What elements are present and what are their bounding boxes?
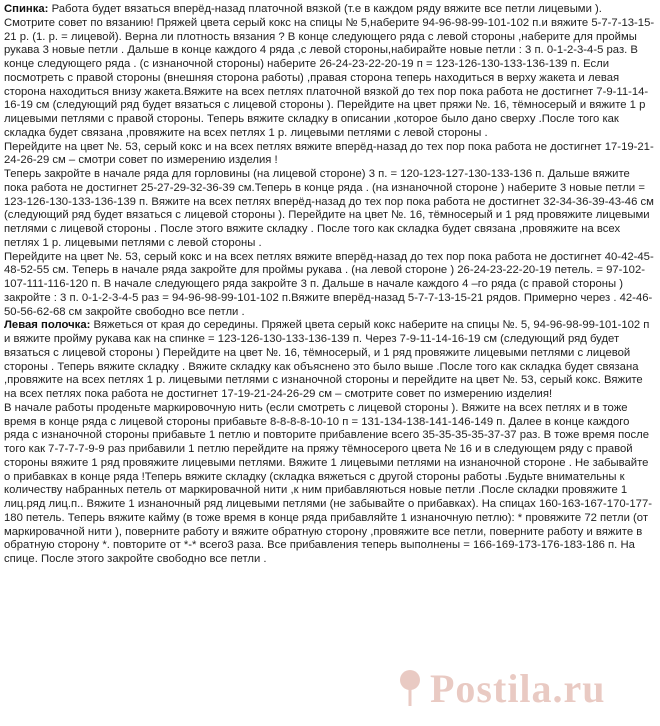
paragraph — [4, 168, 656, 251]
paragraph — [4, 402, 656, 567]
paragraph-text: Перейдите на цвет №. 53, серый кокс и на всех петлях вяжите вперёд-назад до тех пор пока работа не достигнет 17-19-21-24-26-29 см – смотри совет по измерению изделия ! — [4, 140, 654, 167]
paragraph-text: Перейдите на цвет №. 53, серый кокс и на всех петлях вяжите вперёд-назад до тех пор пока работа не достигнет 40-42-45-48-52-55 см. Теперь в начале ряда закройте для проймы рукава . (на левой стороне ) 26-24-23-22-20-19 петель. = 97-102-107-111-116-120 п. В начале следующего ряда закройте 3 п. Дальше в начале каждого 4 –го ряда (с правой стороны ) закройте : 3 п. 0-1-2-3-4-5 раз = 94-96-98-99-101-102 п.Вяжите вперёд-назад 5-7-7-13-15-21 рядов. Примерно через . 42-46-50-56-62-68 см закройте свободно все петли . — [4, 250, 654, 318]
paragraph-text: В начале работы проденьте маркировочную нить (если смотреть с лицевой стороны ). Вяжите на всех петлях и в тоже время в конце ряда с лицевой стороны прибавьте 8-8-8-8-10-10 п = 131-134-138-141-146-149 п. Далее в конце каждого ряда с изнаночной стороны прибавьте 1 петлю и повторите прибавление всего 35-35-35-35-37-37 раз. В тоже время после того как 7-7-7-7-9-9 раз прибавили 1 петлю перейдите на пряжу тёмносерого цвета № 16 и в следующем ряду с правой стороны вяжите 1 ряд провяжите лицевыми петлями. Вяжите 1 лицевыми петлями на изнаночной стороне . Не забывайте о прибавках в конце ряда !Теперь вяжите складку (складка вяжеться с другой стороны работы .Будьте внимательны к количеству набранных петель от маркировачной нити ,к ним прибавляються новые петли .После складки провяжите 1 лиц.ряд лиц.п.. Вяжите 1 изнаночный ряд лицевыми петлями (не забывайте о прибавках). На спицах 160-163-167-170-177-180 петель. Теперь вяжите кайму (в тоже время в конце ряда прибавляйте 1 изнаночную петлю): * провяжите 72 петли (от маркировачной нити ), поверните работу и вяжите обратную сторону ,провяжите все петли, поверните работу и вяжите в обратную сторону *. повторите от *-* всего3 раза. Все прибавления теперь выполнены = 166-169-173-176-183-186 п. На спице. После этого закройте свободно все петли . — [4, 401, 653, 565]
paragraph-text: Теперь закройте в начале ряда для горловины (на лицевой стороне) 3 п. = 120-123-127-130-133-136 п. Дальше вяжите пока работа не достигнет 25-27-29-32-36-39 см.Теперь в конце ряда . (на изнаночной стороне ) наберите 3 новые петли = 123-126-130-133-136-139 п. Вяжите на всех петлях вперёд-назад до тех пор пока работа не достигнет 32-34-36-39-43-46 см (следующий ряд будет вязаться с лицевой стороны ). Перейдите на цвет №. 16, тёмносерый и 1 ряд провяжите лицевыми петлями с лицевой стороны . После этого вяжите складку . После того как складка будет связана ,провяжите на всех петлях 1 р. лицевыми петлями с левой стороны . — [4, 168, 654, 249]
section-heading-left-front: Левая полочка: — [4, 319, 91, 332]
watermark — [396, 658, 646, 718]
paragraph-text: Вяжеться от края до середины. Пряжей цвета серый кокс наберите на спицы №. 5, 94-96-98-99-101-102 п и вяжите пройму рукава как на спинке = 123-126-130-133-136-139 п. Через 7-9-11-14-16-19 см (следующий ряд будет вязаться с лицевой стороны ) Перейдите на цвет №. 16, тёмносерый, и 1 ряд провяжите лицевыми петлями с лицевой стороны . Теперь вяжите складку . Вяжите складку как объяснено это было выше .После того как складка будет связана ,провяжите на всех петлях 1 р. лицевыми петлями с изнаночной стороны и перейдите на цвет №. 53, серый кокс. Вяжите на всех петлях пока работа не достигнет 17-19-21-24-26-29 см – смотрите совет по измерению изделия! — [4, 319, 650, 400]
watermark-text: Postila.ru — [430, 665, 606, 711]
section-heading-back: Спинка: — [4, 3, 49, 15]
paragraph-text: Работа будет вязаться вперёд-назад платочной вязкой (т.е в каждом ряду вяжите все петли лицевыми ). Смотрите совет по вязанию! Пряжей цвета серый кокс на спицы № 5,наберите 94-96-98-99-101-102 п.и вяжите 5-7-7-13-15-21 р. (1. р. = лицевой). Верна ли плотность вязания ? В конце следующего ряда с левой стороны ,наберите для проймы рукава 3 новые петли . Дальше в конце каждого 4 ряда ,с левой стороны,набирайте новые петли : 3 п. 0-1-2-3-4-5 раз. В конце следующего ряда . (с изнаночной стороны) наберите 26-24-23-22-20-19 п = 123-126-130-133-136-139 п. Если посмотреть с правой стороны (внешняя сторона работы) ,правая сторона теперь находиться в верху жакета и левая сторона находиться внизу жакета.Вяжите на всех петлях платочной вязкой до тех пор пока работа не достигнет 7-9-11-14-16-19 см (следующий ряд будет вязаться с лицевой стороны ). Перейдите на цвет пряжи №. 16, тёмносерый и вяжите 1 р лицевыми петлями с правой стороны. Теперь вяжите складку в описании ,которое было дано сверху .После того как складка будет связана ,провяжите на всех петлях 1 р. лицевыми петлями с левой стороны . — [4, 3, 655, 139]
paragraph — [4, 251, 656, 320]
document-body — [4, 3, 656, 567]
pin-icon — [396, 668, 424, 708]
paragraph — [4, 141, 656, 169]
paragraph-back — [4, 3, 656, 141]
paragraph-left-front — [4, 319, 656, 402]
